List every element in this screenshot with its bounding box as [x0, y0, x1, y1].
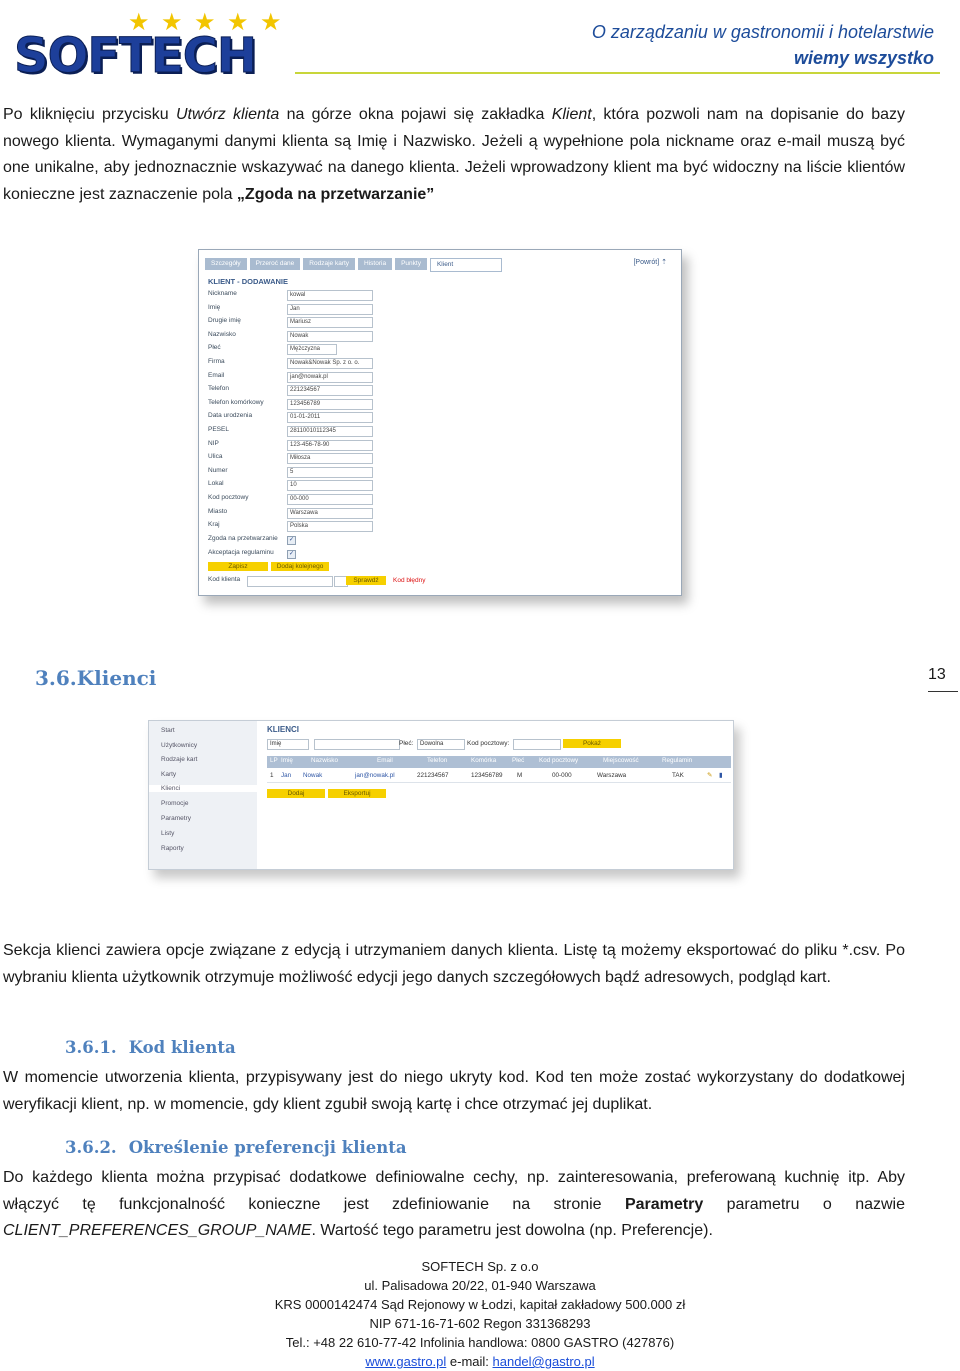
field-input[interactable]: 5	[287, 467, 373, 478]
star-icon: ★	[227, 9, 249, 36]
star-icon: ★	[260, 9, 282, 36]
field-input[interactable]: Polska	[287, 521, 373, 532]
code-error-text: Kod błędny	[393, 577, 426, 584]
menu-item-clients[interactable]: Klienci	[149, 785, 257, 792]
export-button[interactable]: Eksportuj	[328, 789, 386, 798]
terms-checkbox[interactable]: ✓	[288, 551, 295, 557]
footer-address: ul. Palisadowa 20/22, 01-940 Warszawa	[364, 1278, 596, 1293]
field-label: Lokal	[208, 480, 224, 487]
star-icon: ★	[161, 9, 183, 36]
field-label: Ulica	[208, 453, 223, 460]
add-next-button[interactable]: Dodaj kolejnego	[271, 562, 329, 571]
col-terms: Regulamin	[662, 757, 693, 764]
menu-item-reports[interactable]: Raporty	[161, 845, 184, 852]
client-code-label: Kod klienta	[208, 576, 241, 583]
tab-points[interactable]: Punkty	[395, 258, 427, 270]
check-code-button[interactable]: Sprawdź	[346, 576, 386, 585]
section-heading	[35, 666, 156, 690]
menu-item-start[interactable]: Start	[161, 727, 175, 734]
postal-code-input[interactable]	[513, 739, 561, 750]
cell-lp: 1	[270, 772, 274, 779]
subsection-title: Kod klienta	[128, 1038, 236, 1057]
field-label: Firma	[208, 358, 225, 365]
website-link[interactable]: www.gastro.pl	[365, 1354, 447, 1369]
side-menu	[149, 721, 257, 869]
gender-select[interactable]: Dowolna	[417, 739, 465, 750]
cell-mobile: 123456789	[471, 772, 503, 779]
col-city: Miejscowość	[603, 757, 639, 764]
tab-bar	[205, 258, 502, 272]
cell-last-name[interactable]: Nowak	[303, 772, 323, 779]
col-phone: Telefon	[427, 757, 448, 764]
tagline-line1: O zarządzaniu w gastronomii i hotelarstwie	[591, 22, 934, 42]
email-label: e-mail:	[446, 1354, 493, 1369]
footer-nip: NIP 671-16-71-602 Regon 331368293	[369, 1316, 591, 1331]
form-title: KLIENT - DODAWANIE	[208, 277, 288, 286]
col-gender: Płeć	[512, 757, 525, 764]
field-label: Drugie imię	[208, 317, 241, 324]
preferences-emph-page: Parametry	[624, 1195, 704, 1213]
page-number-underline	[928, 691, 958, 692]
gender-label: Płeć:	[399, 740, 414, 747]
preferences-paragraph	[3, 1165, 905, 1245]
table-header	[267, 756, 731, 768]
postal-code-label: Kod pocztowy:	[467, 740, 510, 747]
cell-first-name[interactable]: Jan	[281, 772, 292, 779]
field-input[interactable]: 123-456-78-90	[287, 440, 373, 451]
intro-text: , która pozwoli nam na dopisanie do bazy nowego klienta. Wymaganymi danymi klienta są Imię i Nazwisko. Jeżeli ą wypełnione pola nickname oraz e-mail muszą być one unikalne, aby jednoznacznie wskazywać na danego klienta. Jeżeli wprowadzony klient ma być widoczny na liście klientów konieczne jest zaznaczenie pola	[3, 106, 906, 203]
field-input[interactable]: 221234567	[287, 385, 373, 396]
clients-section-paragraph: Sekcja klienci zawiera opcje związane z edycją i utrzymaniem danych klienta. Listę tą możemy eksportować do pliku *.csv. Po wybraniu klienta użytkownik otrzymuje możliwość edycji jego danych szczegółowych bądź adresowych, podgląd kart.	[3, 942, 905, 986]
header-divider	[295, 72, 940, 74]
preferences-emph-param: CLIENT_PREFERENCES_GROUP_NAME	[3, 1222, 312, 1239]
col-postal: Kod pocztowy	[539, 757, 579, 764]
preferences-text: parametru o nazwie	[703, 1195, 905, 1213]
footer-phone: Tel.: +48 22 610-77-42 Infolinia handlowa: 0800 GASTRO (427876)	[285, 1335, 675, 1350]
edit-icon[interactable]: ✎	[707, 772, 713, 779]
cell-city: Warszawa	[597, 772, 627, 779]
intro-text: Po kliknięciu przycisku	[3, 106, 176, 123]
col-first-name: Imię	[281, 757, 293, 764]
subsection-heading-preferences	[65, 1138, 407, 1157]
field-input[interactable]: Miłosza	[287, 453, 373, 464]
field-label: Nickname	[208, 290, 237, 297]
field-input[interactable]: Warszawa	[287, 508, 373, 519]
field-input[interactable]: 10	[287, 480, 373, 491]
col-email: Email	[377, 757, 393, 764]
field-label: Płeć	[208, 344, 221, 351]
intro-emph-consent: „Zgoda na przetwarzanie”	[236, 185, 435, 203]
tab-details[interactable]: Szczegóły	[205, 258, 247, 270]
footer-krs: KRS 0000142474 Sąd Rejonowy w Łodzi, kapitał zakładowy 500.000 zł	[274, 1297, 686, 1312]
col-last-name: Nazwisko	[311, 757, 338, 764]
cell-postal: 00-000	[552, 772, 572, 779]
field-input[interactable]: Mariusz	[287, 317, 373, 328]
field-input[interactable]: 28110010112345	[287, 426, 373, 437]
menu-item-cards[interactable]: Karty	[161, 771, 177, 778]
field-label: Numer	[208, 467, 228, 474]
table-row[interactable]	[267, 771, 731, 783]
back-link-label: [Powrót]	[633, 259, 660, 266]
menu-item-lists[interactable]: Listy	[161, 830, 175, 837]
subsection-title: Określenie preferencji klienta	[128, 1138, 407, 1157]
filter-value-input[interactable]	[314, 739, 400, 750]
preferences-text: . Wartość tego parametru jest dowolna (np. Preferencje).	[311, 1222, 713, 1239]
tagline-line2: wiemy wszystko	[793, 48, 934, 68]
logo-text: SOFTECH	[14, 28, 257, 84]
cell-email[interactable]: jan@nowak.pl	[355, 772, 395, 779]
filter-field-select[interactable]: Imię	[267, 739, 309, 750]
email-link[interactable]: handel@gastro.pl	[492, 1354, 595, 1369]
page-number: 13	[928, 666, 946, 683]
menu-item-promotions[interactable]: Promocje	[161, 800, 189, 807]
field-label: Kraj	[208, 521, 220, 528]
section-number: 3.6.	[35, 666, 77, 690]
field-input[interactable]: Nowak	[287, 331, 373, 342]
field-label: Email	[208, 372, 225, 379]
cell-phone: 221234567	[417, 772, 449, 779]
terms-label: Akceptacja regulaminu	[208, 549, 274, 556]
intro-emph-button: Utwórz klienta	[175, 106, 280, 123]
subsection-number: 3.6.1.	[65, 1038, 117, 1057]
intro-emph-tab: Klient	[551, 106, 592, 123]
delete-icon[interactable]: ▮	[719, 772, 723, 779]
star-icon: ★	[194, 9, 216, 36]
field-input[interactable]: Nowak&Nowak Sp. z o. o.	[287, 358, 373, 369]
cell-gender: M	[517, 772, 523, 779]
field-label: NIP	[208, 440, 219, 447]
field-label: Nazwisko	[208, 331, 236, 338]
tab-card-types[interactable]: Rodzaje karty	[303, 258, 355, 270]
gender-select[interactable]: Mężczyzna	[287, 344, 337, 355]
preferences-text: Do każdego klienta można przypisać dodatkowe definiowalne cechy, np. zainteresowania, preferowaną kuchnię itp. Aby włączyć tę funkcjonalność konieczne jest zdefiniowanie na stronie	[3, 1169, 905, 1213]
tab-transfer[interactable]: Przeroć dane	[250, 258, 301, 270]
footer-contact	[0, 1354, 960, 1369]
field-label: Telefon komórkowy	[208, 399, 264, 406]
show-button[interactable]: Pokaż	[563, 739, 621, 748]
client-code-paragraph: W momencie utworzenia klienta, przypisywany jest do niego ukryty kod. Kod ten może zostać wykorzystany do dodatkowej weryfikacji klient, np. w momencie, gdy klient zgubił swoją kartę i chce otrzymać jej duplikat.	[3, 1069, 905, 1113]
menu-item-card-types[interactable]: Rodzaje kart	[161, 756, 198, 763]
star-icon: ★	[128, 9, 150, 36]
softech-logo	[8, 6, 298, 84]
client-add-screenshot	[198, 249, 682, 596]
field-input[interactable]: jan@nowak.pl	[287, 372, 373, 383]
field-label: Imię	[208, 304, 221, 311]
back-link[interactable]	[633, 258, 667, 266]
consent-label: Zgoda na przetwarzanie	[208, 535, 278, 542]
menu-item-parameters[interactable]: Parametry	[161, 815, 191, 822]
field-input[interactable]: kowal	[287, 290, 373, 301]
menu-item-users[interactable]: Użytkownicy	[161, 742, 198, 749]
field-input[interactable]: 123456789	[287, 399, 373, 410]
intro-paragraph	[3, 102, 905, 208]
clients-title: KLIENCI	[267, 725, 299, 734]
field-label: PESEL	[208, 426, 229, 433]
save-button[interactable]: Zapisz	[208, 562, 268, 571]
footer-company: SOFTECH Sp. z o.o	[421, 1259, 539, 1274]
field-label: Data urodzenia	[208, 412, 253, 419]
col-mobile: Komórka	[471, 757, 497, 764]
field-input[interactable]: Jan	[287, 304, 373, 315]
subsection-number: 3.6.2.	[65, 1138, 117, 1157]
tab-client[interactable]: Klient	[430, 258, 502, 272]
subsection-heading-client-code	[65, 1038, 236, 1057]
field-input[interactable]: 01-01-2011	[287, 412, 373, 423]
add-client-button[interactable]: Dodaj	[267, 789, 325, 798]
field-label: Kod pocztowy	[208, 494, 249, 501]
arrow-up-icon: ⇡	[661, 259, 667, 266]
field-label: Telefon	[208, 385, 229, 392]
field-input[interactable]: 00-000	[287, 494, 373, 505]
col-lp: LP	[270, 757, 278, 764]
tab-history[interactable]: Historia	[358, 258, 392, 270]
client-code-input[interactable]	[247, 576, 333, 587]
intro-text: na górze okna pojawi się zakładka	[279, 106, 552, 123]
clients-list-screenshot	[148, 720, 734, 870]
section-title: Klienci	[76, 666, 157, 690]
field-label: Miasto	[208, 508, 228, 515]
consent-checkbox[interactable]: ✓	[288, 537, 295, 543]
cell-terms: TAK	[672, 772, 684, 779]
